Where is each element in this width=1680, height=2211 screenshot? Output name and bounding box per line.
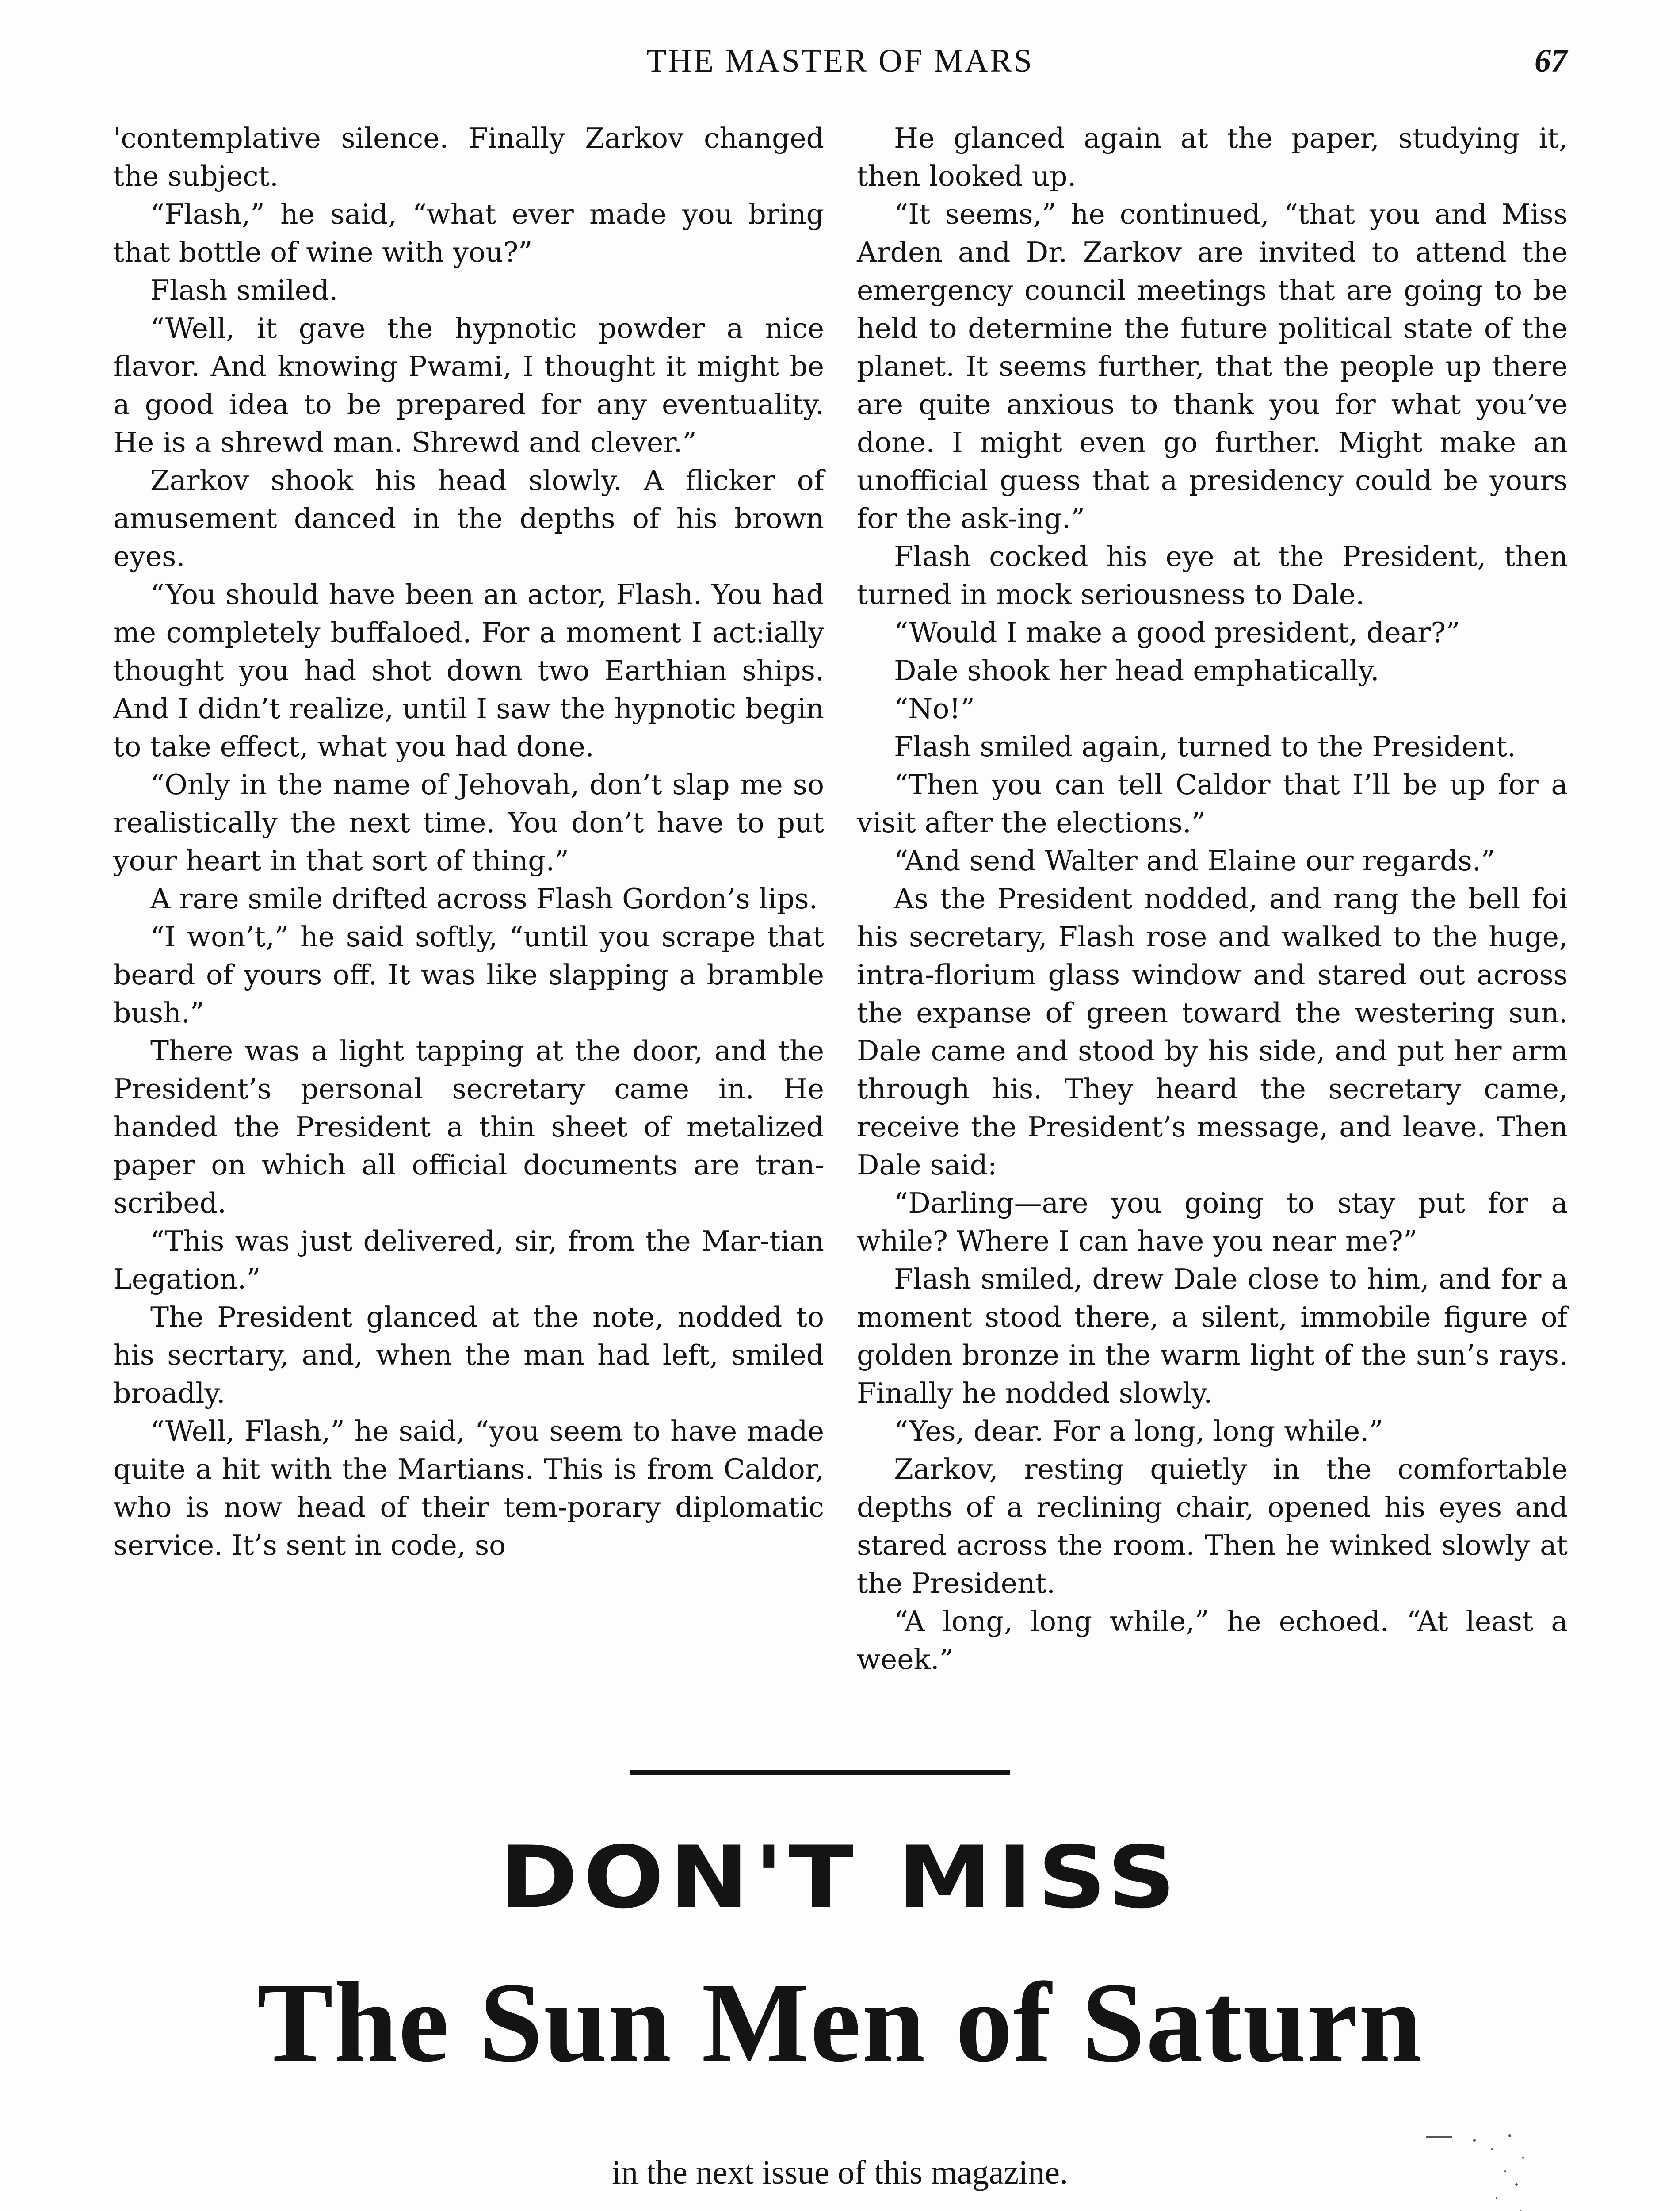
right-column-paragraph: Flash cocked his eye at the President, then turned in mock seriousness to Dale.: [857, 540, 1568, 611]
promo-next-issue-note: in the next issue of this magazine.: [611, 2154, 1069, 2191]
left-column-paragraph: A rare smile drifted across Flash Gordon’s lips.: [150, 883, 818, 915]
right-column-paragraph: Flash smiled again, turned to the President.: [894, 731, 1516, 763]
running-header: [0, 42, 1680, 91]
right-column-paragraph: “A long, long while,” he echoed. “At least a week.”: [857, 1605, 1568, 1675]
right-column-paragraph: “Would I make a good president, dear?”: [894, 616, 1460, 649]
left-column-paragraph: “Well, Flash,” he said, “you seem to have made quite a hit with the Martians. This is from Caldor, who is now head of their tem-porary diplomatic service. It’s sent in code, so: [113, 1415, 824, 1561]
left-column-paragraph: “You should have been an actor, Flash. You had me completely buffaloed. For a moment I act:ially thought you had shot down two Earthian ships. And I didn’t realize, until I saw the hypnotic begin to take effect, what you had done.: [113, 578, 824, 763]
promo-story-title: The Sun Men of Saturn: [257, 1959, 1423, 2085]
right-column-paragraph: As the President nodded, and rang the bell foi his secretary, Flash rose and walked to the huge, intra-florium glass window and stared out across the expanse of green toward the westering sun. Dale came and stood by his side, and put her arm through his. They heard the secretary came, receive the President’s message, and leave. Then Dale said:: [857, 883, 1568, 1181]
left-column-paragraph: “I won’t,” he said softly, “until you scrape that beard of yours off. It was like slapping a bramble bush.”: [113, 921, 824, 1029]
promo-headline: DON'T MISS: [499, 1827, 1181, 1928]
left-column-paragraph: “This was just delivered, sir, from the Mar-tian Legation.”: [113, 1225, 824, 1295]
left-column-paragraph: 'contemplative silence. Finally Zarkov changed the subject.: [113, 122, 824, 192]
left-column-paragraph: “Only in the name of Jehovah, don’t slap me so realistically the next time. You don’t have to put your heart in that sort of thing.”: [113, 769, 824, 877]
left-column-paragraph: There was a light tapping at the door, and the President’s personal secretary came in. He handed the President a thin sheet of metalized paper on which all official documents are tran-scribed.: [113, 1035, 824, 1219]
left-column-paragraph: Flash smiled.: [150, 274, 338, 306]
right-column-paragraph: “It seems,” he continued, “that you and Miss Arden and Dr. Zarkov are invited to attend the emergency council meetings that are going to be held to determine the future political state of the planet. It seems further, that the people up there are quite anxious to thank you for what you’ve done. I might even go further. Might make an unofficial guess that a presidency could be yours for the ask-ing.”: [857, 198, 1568, 535]
right-column-paragraph: Flash smiled, drew Dale close to him, and for a moment stood there, a silent, immobile figure of golden bronze in the warm light of the sun’s rays. Finally he nodded slowly.: [857, 1263, 1568, 1409]
section-divider: [630, 1770, 1010, 1775]
left-column-paragraph: Zarkov shook his head slowly. A flicker of amusement danced in the depths of his brown eyes.: [113, 464, 824, 573]
right-column-paragraph: He glanced again at the paper, studying it, then looked up.: [857, 122, 1568, 192]
left-text-column: [113, 119, 824, 1565]
right-column-paragraph: Dale shook her head emphatically.: [894, 654, 1379, 687]
left-column-paragraph: The President glanced at the note, nodded to his secrtary, and, when the man had left, smiled broadly.: [113, 1301, 824, 1409]
right-text-column: [857, 119, 1568, 1679]
left-column-paragraph: “Flash,” he said, “what ever made you bring that bottle of wine with you?”: [113, 198, 824, 268]
right-column-paragraph: “Yes, dear. For a long, long while.”: [894, 1415, 1383, 1447]
running-title: THE MASTER OF MARS: [646, 43, 1034, 79]
left-column-paragraph: “Well, it gave the hypnotic powder a nice flavor. And knowing Pwami, I thought it might be a good idea to be prepared for any eventuality. He is a shrewd man. Shrewd and clever.”: [113, 312, 824, 459]
right-column-paragraph: “Then you can tell Caldor that I’ll be up for a visit after the elections.”: [857, 769, 1568, 839]
right-column-paragraph: “No!”: [894, 692, 975, 725]
page-number: 67: [1535, 43, 1567, 79]
right-column-paragraph: “And send Walter and Elaine our regards.”: [894, 845, 1495, 877]
right-column-paragraph: “Darling—are you going to stay put for a while? Where I can have you near me?”: [857, 1187, 1568, 1257]
scan-speckle-decoration: [1421, 2118, 1532, 2211]
right-column-paragraph: Zarkov, resting quietly in the comfortable depths of a reclining chair, opened his eyes and stared across the room. Then he winked slowly at the President.: [857, 1453, 1568, 1599]
